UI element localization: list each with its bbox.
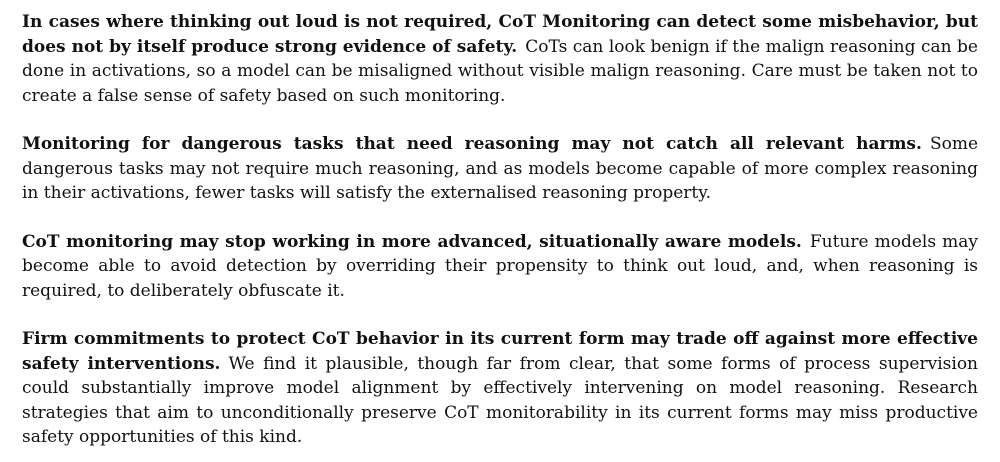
paragraph-body-text: We find it plausible, though far from clear, that some forms of process supervision could substantially improve model alignment by effectively intervening on model reasoning. Research strategies that aim to unconditionally preserve CoT monitorability in its current forms may miss productive safety opportunities of this kind. xyxy=(22,353,979,447)
paragraph-body-text: Future models may become able to avoid detection by overriding their propensity to think out loud, and, when reasoning is required, to deliberately obfuscate it. xyxy=(22,231,978,301)
paragraph-firm-commitments xyxy=(22,327,978,450)
paragraph-lead-heading: Monitoring for dangerous tasks that need reasoning may not catch all relevant harms. xyxy=(22,134,922,154)
paragraph-false-sense-of-safety xyxy=(22,10,978,108)
paragraph-dangerous-tasks xyxy=(22,132,978,206)
paragraph-situationally-aware-models xyxy=(22,230,978,304)
paragraph-body-text: CoTs can look benign if the malign reasoning can be done in activations, so a model can be misaligned without visible malign reasoning. Care must be taken not to create a false sense of safety based on such monitoring. xyxy=(22,36,978,106)
paragraph-lead-heading: In cases where thinking out loud is not required, CoT Monitoring can detect some misbehavior, but does not by itself produce strong evidence of safety. xyxy=(22,12,978,57)
paragraph-body-text: Some dangerous tasks may not require much reasoning, and as models become capable of more complex reasoning in their activations, fewer tasks will satisfy the externalised reasoning property. xyxy=(22,134,978,203)
paper-excerpt xyxy=(22,10,978,450)
paragraph-lead-heading: Firm commitments to protect CoT behavior in its current form may trade off against more effective safety interventions. xyxy=(22,329,978,374)
paragraph-lead-heading: CoT monitoring may stop working in more advanced, situationally aware models. xyxy=(22,231,802,252)
